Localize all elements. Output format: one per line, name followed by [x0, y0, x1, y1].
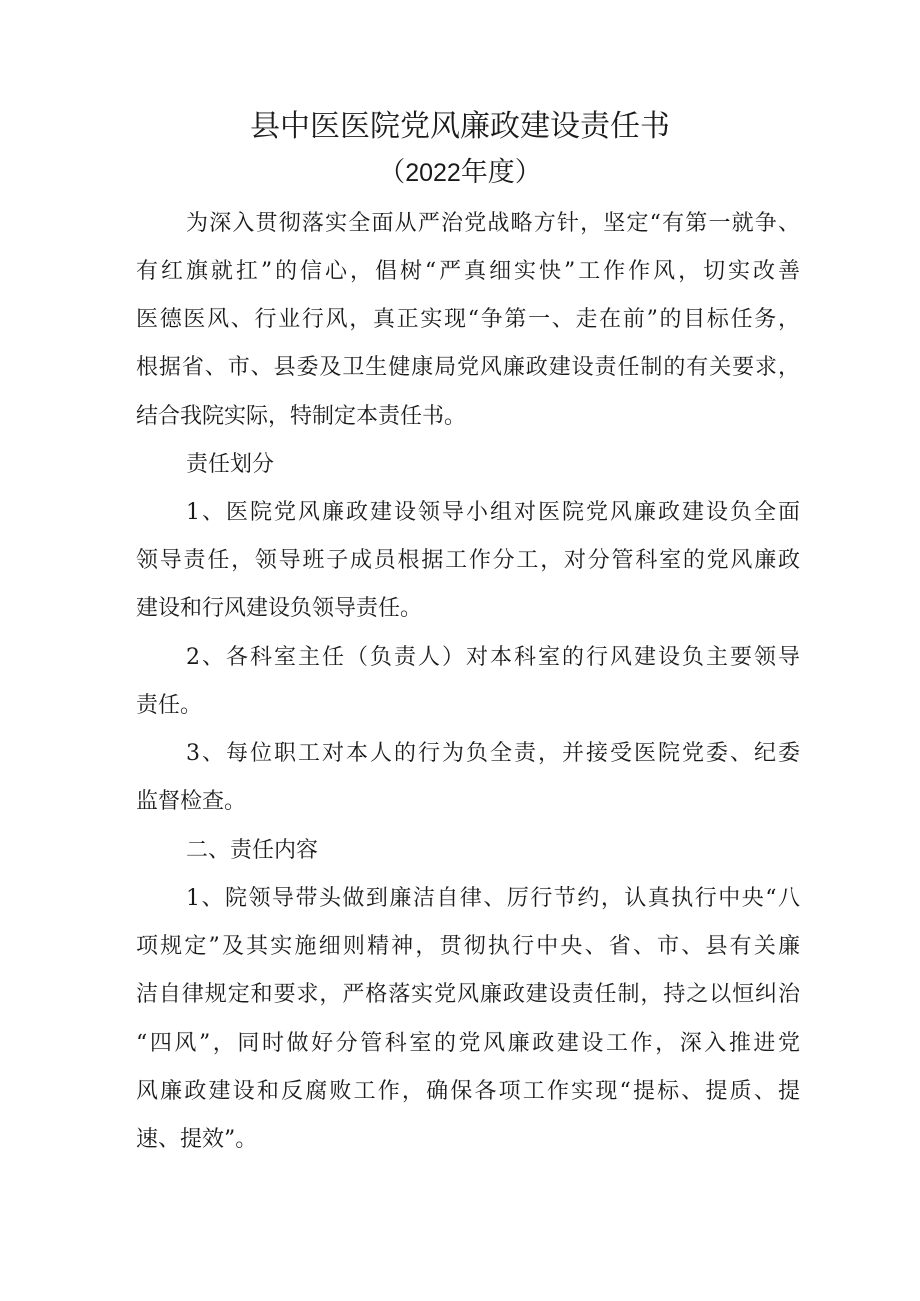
- body-line: 为深入贯彻落实全面从严治党战略方针，坚定“有第一就争、: [186, 211, 800, 236]
- body-line: 有红旗就扛”的信心，倡树“严真细实快”工作作风，切实改善: [136, 259, 800, 284]
- document-title: 县中医医院党风廉政建设责任书: [250, 109, 670, 144]
- body-line: 洁自律规定和要求，严格落实党风廉政建设责任制，持之以恒纠治: [136, 982, 800, 1007]
- subtitle-rest: 年度）: [460, 157, 542, 188]
- body-line: 责任。: [136, 693, 203, 718]
- body-line: 1、院领导带头做到廉洁自律、厉行节约，认真执行中央“八: [186, 886, 800, 911]
- body-line: 风廉政建设和反腐败工作，确保各项工作实现“提标、提质、提: [136, 1079, 800, 1104]
- body-line: 监督检查。: [136, 789, 247, 814]
- body-line: 领导责任，领导班子成员根据工作分工，对分管科室的党风廉政: [136, 548, 800, 573]
- body-line: 建设和行风建设负领导责任。: [136, 596, 423, 621]
- section-heading: 责任划分: [186, 452, 275, 477]
- document-subtitle: [0, 152, 920, 194]
- subtitle-year: 2022: [405, 159, 461, 187]
- body-line: 医德医风、行业行风，真正实现“争第一、走在前”的目标任务，: [136, 307, 800, 332]
- body-line: 1、医院党风廉政建设领导小组对医院党风廉政建设负全面: [186, 500, 800, 525]
- section-heading: 二、责任内容: [186, 838, 319, 863]
- subtitle-open-paren: （: [378, 157, 406, 188]
- body-line: “四风”，同时做好分管科室的党风廉政建设工作，深入推进党: [136, 1031, 800, 1056]
- body-line: 结合我院实际，特制定本责任书。: [136, 404, 467, 429]
- body-line: 3、每位职工对本人的行为负全责，并接受医院党委、纪委: [186, 741, 800, 766]
- body-line: 根据省、市、县委及卫生健康局党风廉政建设责任制的有关要求，: [136, 355, 800, 380]
- body-line: 2、各科室主任（负责人）对本科室的行风建设负主要领导: [186, 645, 800, 670]
- body-line: 项规定”及其实施细则精神，贯彻执行中央、省、市、县有关廉: [136, 934, 800, 959]
- body-line: 速、提效”。: [136, 1127, 258, 1152]
